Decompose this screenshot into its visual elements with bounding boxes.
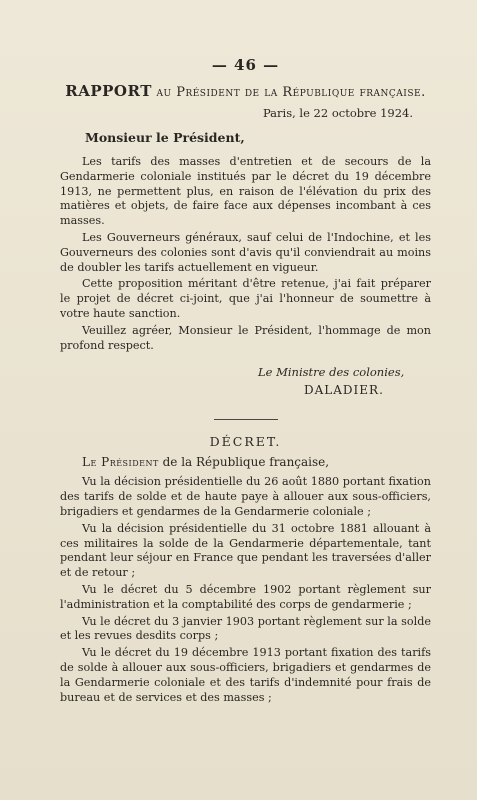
report-heading-prefix: RAPPORT — [65, 82, 152, 100]
report-heading — [60, 82, 431, 100]
decree-consideration-1: Vu la décision présidentielle du 26 août 1880 portant fixation des tarifs de solde et de haute paye à allouer aux sous-officiers, brigadiers et gendarmes de la Gendarmerie coloniale ; — [60, 475, 431, 518]
signature-block — [60, 365, 431, 397]
decree-title: DÉCRET. — [209, 434, 282, 450]
report-closing: Veuillez agréer, Monsieur le Président, l'hommage de mon profond respect. — [60, 323, 431, 352]
report-paragraph-1: Les tarifs des masses d'entretien et de secours de la Gendarmerie coloniale institués par le décret du 19 décembre 1913, ne permettent plus, en raison de l'élévation du prix des matières et objets, de faire face aux dépenses incombant à ces masses. — [60, 155, 431, 228]
decree-consideration-4: Vu le décret du 3 janvier 1903 portant règlement sur la solde et les revues desdits corps ; — [60, 614, 431, 643]
decree-preamble-president: Le Président — [82, 455, 159, 470]
decree-consideration-3: Vu le décret du 5 décembre 1902 portant règlement sur l'administration et la comptabilité des corps de gendarmerie ; — [60, 582, 431, 611]
page-number: — 46 — — [211, 56, 280, 74]
decree-preamble — [82, 455, 431, 469]
report-paragraph-2: Les Gouverneurs généraux, sauf celui de l'Indochine, et les Gouverneurs des colonies sont d'avis qu'il conviendrait au moins de doubler les tarifs actuellement en vigueur. — [60, 230, 431, 274]
salutation: Monsieur le Président, — [85, 130, 245, 145]
signature-title: Le Ministre des colonies, — [258, 365, 405, 380]
section-divider — [214, 419, 278, 420]
report-heading-rest: au Président de la République française. — [156, 85, 426, 100]
report-date: Paris, le 22 octobre 1924. — [262, 106, 413, 120]
decree-consideration-5: Vu le décret du 19 décembre 1913 portant fixation des tarifs de solde à allouer aux sous-officiers, brigadiers et gendarmes de la Gendarmerie coloniale et des tarifs d'indemnité pour frais de bureau et de services et des masses ; — [60, 646, 431, 704]
report-paragraph-3: Cette proposition méritant d'être retenue, j'ai fait préparer le projet de décret ci-joint, que j'ai l'honneur de soumettre à votre haute sanction. — [60, 277, 431, 320]
decree-preamble-rest: de la République française, — [158, 455, 330, 470]
decree-consideration-2: Vu la décision présidentielle du 31 octobre 1881 allouant à ces militaires la solde de la Gendarmerie départementale, tant pendant leur séjour en France que pendant les traversées d'aller et de retour ; — [60, 521, 431, 580]
signature-name: DALADIER. — [304, 383, 384, 398]
